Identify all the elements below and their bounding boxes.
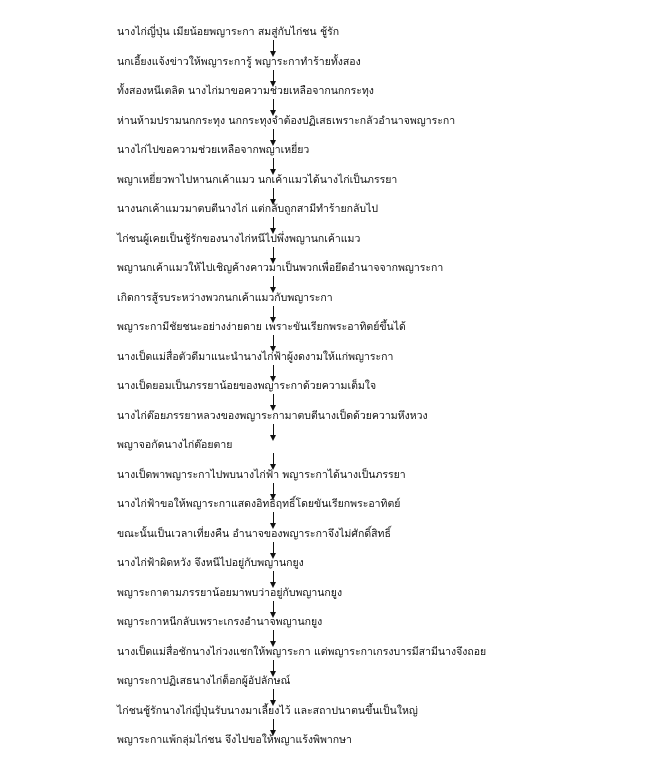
flowchart-step: นกเอี้ยงแจ้งข่าวให้พญาระการู้ พญาระกาทำร้ายทั้งสอง xyxy=(117,55,361,68)
flowchart-step: ไก่ชนชู้รักนางไก่ญี่ปุ่นรับนางมาเลี้ยงไว้ และสถาปนาตนขึ้นเป็นใหญ่ xyxy=(117,704,418,717)
flowchart-step: นางนกเค้าแมวมาตบตีนางไก่ แต่กลับถูกสามีทำร้ายกลับไป xyxy=(117,203,379,215)
flowchart-step: พญาระกาปฏิเสธนางไก่ต็อกผู้อัปลักษณ์ xyxy=(117,675,291,687)
down-arrow-icon xyxy=(268,424,278,442)
flowchart-step: ห่านห้ามปรามนกกระทุง นกกระทุงจำต้องปฏิเสธเพราะกลัวอำนาจพญาระกา xyxy=(117,114,456,127)
flowchart-step: พญานกเค้าแมวให้ไปเชิญค้างคาวมาเป็นพวกเพื่อยึดอำนาจจากพญาระกา xyxy=(117,262,444,274)
flowchart-step: นางไก่ฟ้าผิดหวัง จึงหนีไปอยู่กับพญานกยูง xyxy=(117,557,304,569)
flowchart-step: นางเป็ดแม่สื่อตัวดีมาแนะนำนางไก่ฟ้าผู้งดงามให้แก่พญาระกา xyxy=(117,350,394,363)
flowchart-step: เกิดการสู้รบระหว่างพวกนกเค้าแมวกับพญาระกา xyxy=(117,291,333,304)
flowchart-step: พญาระกาแพ้กลุ่มไก่ชน จึงไปขอให้พญาแร้งพิพากษา xyxy=(117,734,352,746)
flowchart-step: นางเป็ดยอมเป็นภรรยาน้อยของพญาระกาด้วยความเต็มใจ xyxy=(117,380,377,392)
flowchart-step: นางเป็ดแม่สื่อชักนางไก่วงแชกให้พญาระกา แต่พญาระกาเกรงบารมีสามีนางจึงถอย xyxy=(117,645,487,658)
flowchart-step: ทั้งสองหนีเตลิด นางไก่มาขอความช่วยเหลือจากนกกระทุง xyxy=(117,85,374,97)
flowchart-step: พญาระกาหนีกลับเพราะเกรงอำนาจพญานกยูง xyxy=(117,616,323,628)
flowchart-step: ขณะนั้นเป็นเวลาเที่ยงคืน อำนาจของพญาระกาจึงไม่ศักดิ์สิทธิ์ xyxy=(117,527,391,540)
flowchart-step: นางไก่ต๊อยภรรยาหลวงของพญาระกามาตบตีนางเป็ดด้วยความหึงหวง xyxy=(117,409,428,422)
flowchart-step: พญาจอกัดนางไก่ต๊อยตาย xyxy=(117,439,233,451)
flowchart-step: พญาระกามีชัยชนะอย่างง่ายดาย เพราะขันเรียกพระอาทิตย์ขึ้นได้ xyxy=(117,321,406,333)
flowchart-step: พญาระกาตามภรรยาน้อยมาพบว่าอยู่กับพญานกยูง xyxy=(117,586,343,599)
flowchart-step: พญาเหยี่ยวพาไปหานกเค้าแมว นกเค้าแมวได้นางไก่เป็นภรรยา xyxy=(117,173,398,186)
flowchart-step: นางเป็ดพาพญาระกาไปพบนางไก่ฟ้า พญาระกาได้นางเป็นภรรยา xyxy=(117,468,406,481)
flowchart-step: ไก่ชนผู้เคยเป็นชู้รักของนางไก่หนีไปพึ่งพญานกเค้าแมว xyxy=(117,232,361,245)
flowchart-step: นางไก่ไปขอความช่วยเหลือจากพญาเหยี่ยว xyxy=(117,144,310,156)
flowchart-step: นางไก่ฟ้าขอให้พญาระกาแสดงอิทธิฤทธิ์โดยขันเรียกพระอาทิตย์ xyxy=(117,498,401,510)
flowchart-step: นางไก่ญี่ปุ่น เมียน้อยพญาระกา สมสู่กับไก่ชน ชู้รัก xyxy=(117,26,340,38)
